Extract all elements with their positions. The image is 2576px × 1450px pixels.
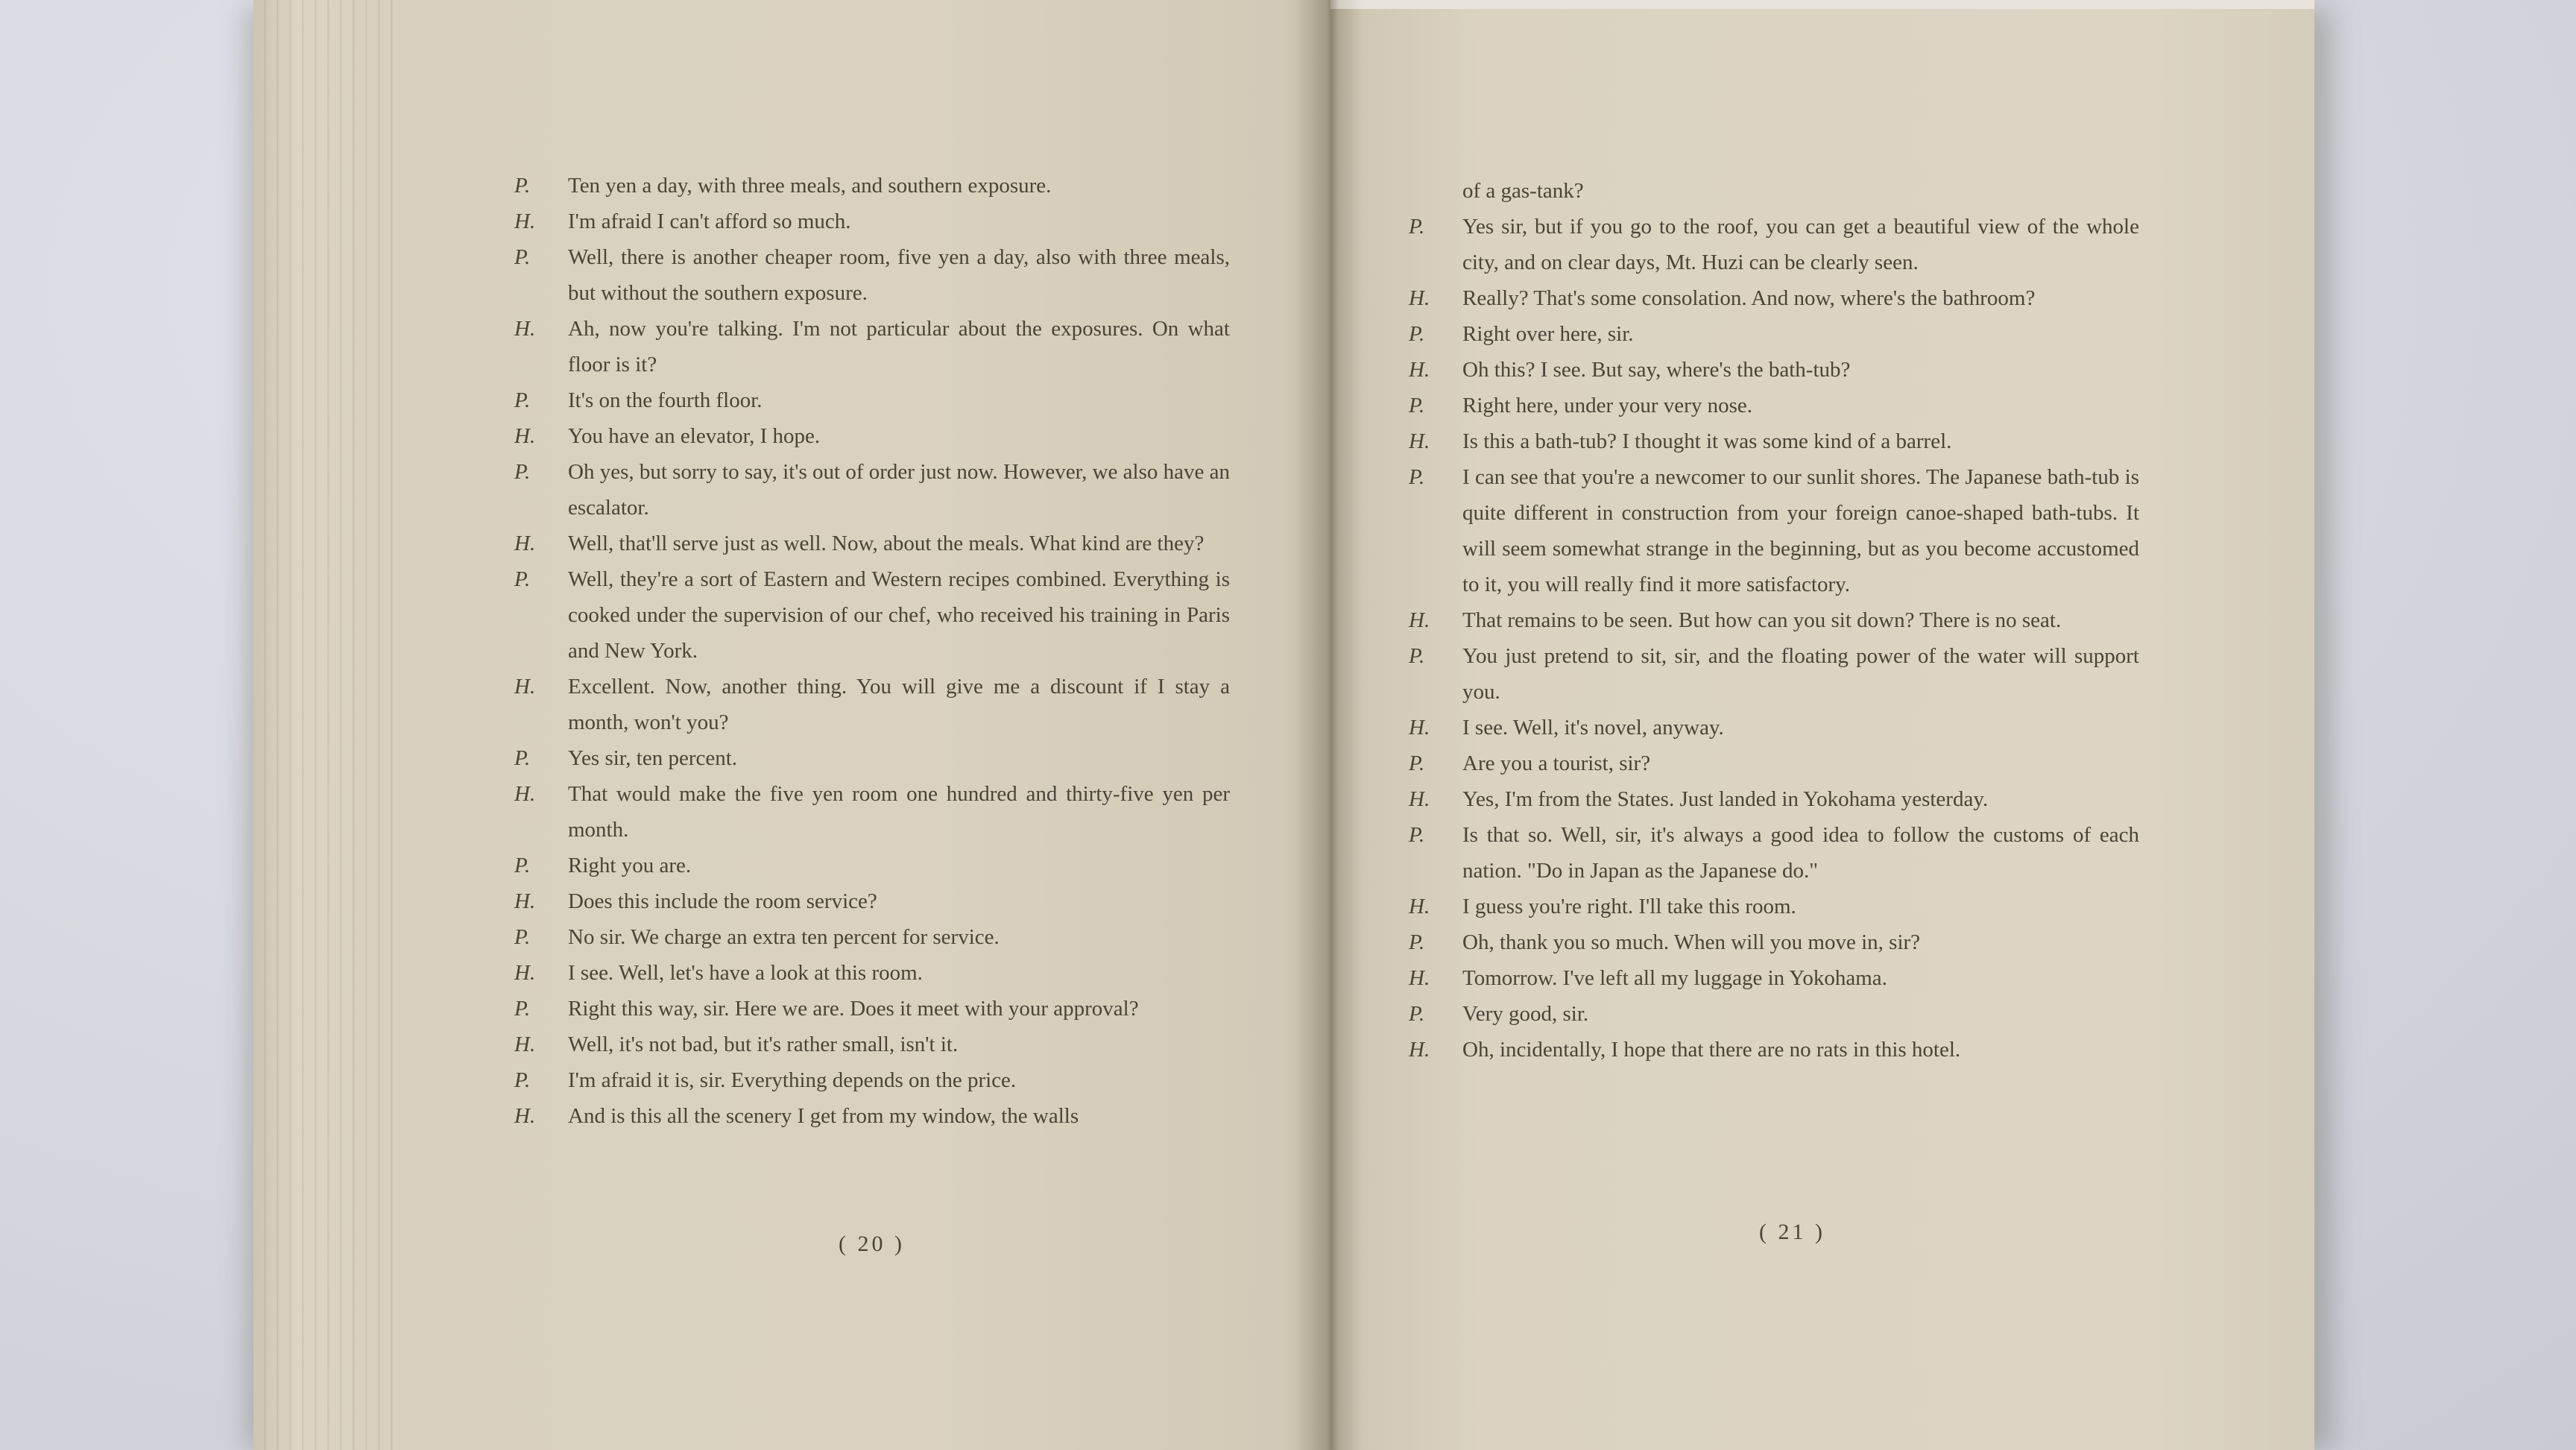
book-gutter [1297, 0, 1364, 1450]
dialogue-line [514, 311, 1230, 382]
dialogue-line [514, 1098, 1230, 1134]
dialogue-line [1409, 889, 2139, 924]
dialogue-text: Well, that'll serve just as well. Now, about the meals. What kind are they? [568, 532, 1205, 555]
continuation-line: of a gas-tank? [1462, 179, 1584, 203]
dialogue-text: Right you are. [568, 854, 692, 877]
dialogue-line [514, 1027, 1230, 1062]
dialogue-line [1409, 316, 2139, 352]
speaker-label: H. [514, 424, 536, 448]
speaker-label: P. [1409, 751, 1425, 775]
speaker-label: H. [1409, 895, 1430, 918]
speaker-label: H. [1409, 358, 1430, 382]
speaker-label: P. [514, 925, 531, 949]
speaker-label: P. [514, 460, 531, 484]
dialogue-text: It's on the fourth floor. [568, 388, 763, 412]
dialogue-line [514, 919, 1230, 955]
speaker-label: P. [1409, 823, 1425, 847]
speaker-label: P. [1409, 215, 1425, 239]
dialogue-text: Does this include the room service? [568, 889, 877, 913]
dialogue-text: Oh, thank you so much. When will you move in, sir? [1462, 930, 1921, 954]
dialogue-text: I can see that you're a newcomer to our sunlit shores. The Japanese bath-tub is quite different in construction from your foreign canoe-shaped bath-tubs. It will seem somewhat strange in the beginning, but as you become accustomed to it, you will really find it more satisfactory. [1462, 465, 2139, 596]
speaker-label: H. [514, 1033, 536, 1056]
dialogue-line [514, 382, 1230, 418]
dialogue-line [1409, 423, 2139, 459]
dialogue-line [1409, 602, 2139, 638]
speaker-label: H. [1409, 716, 1430, 740]
speaker-label: P. [514, 245, 531, 269]
dialogue-text: You just pretend to sit, sir, and the floating power of the water will support you. [1462, 644, 2139, 704]
dialogue-text: Very good, sir. [1462, 1002, 1589, 1026]
speaker-label: P. [1409, 644, 1425, 668]
dialogue-text: Tomorrow. I've left all my luggage in Yokohama. [1462, 966, 1887, 990]
dialogue-text: Is that so. Well, sir, it's always a good idea to follow the customs of each nation. "Do in Japan as the Japanese do." [1462, 823, 2139, 883]
right-page-text [1409, 173, 2139, 1068]
dialogue-line [514, 418, 1230, 454]
dialogue-text: I guess you're right. I'll take this room. [1462, 895, 1796, 918]
speaker-label: H. [1409, 787, 1430, 811]
dialogue-line [1409, 746, 2139, 781]
dialogue-line [1409, 388, 2139, 423]
speaker-label: P. [514, 567, 531, 591]
speaker-label: P. [514, 854, 531, 877]
speaker-label: H. [1409, 286, 1430, 310]
dialogue-text: Ten yen a day, with three meals, and southern exposure. [568, 174, 1052, 198]
dialogue-text: Yes sir, but if you go to the roof, you can get a beautiful view of the whole city, and on clear days, Mt. Huzi can be clearly seen. [1462, 215, 2139, 274]
dialogue-text: Right this way, sir. Here we are. Does it meet with your approval? [568, 997, 1139, 1021]
dialogue-text: Are you a tourist, sir? [1462, 751, 1651, 775]
dialogue-line [1409, 710, 2139, 746]
speaker-label: P. [1409, 930, 1425, 954]
dialogue-line [514, 776, 1230, 848]
speaker-label: P. [514, 388, 531, 412]
page-edges [253, 0, 402, 1450]
dialogue-line [1409, 209, 2139, 280]
speaker-label: H. [514, 532, 536, 555]
dialogue-line [514, 454, 1230, 526]
dialogue-line [1409, 996, 2139, 1032]
dialogue-line [1409, 817, 2139, 889]
dialogue-text: Well, it's not bad, but it's rather small, isn't it. [568, 1033, 959, 1056]
dialogue-text: I'm afraid it is, sir. Everything depends on the price. [568, 1068, 1017, 1092]
speaker-label: H. [1409, 1038, 1430, 1062]
speaker-label: P. [514, 746, 531, 770]
dialogue-text: Yes sir, ten percent. [568, 746, 738, 770]
dialogue-line [1409, 924, 2139, 960]
dialogue-line [514, 669, 1230, 740]
speaker-label: H. [1409, 429, 1430, 453]
speaker-label: H. [514, 1104, 536, 1128]
dialogue-text: Really? That's some consolation. And now, where's the bathroom? [1462, 286, 2036, 310]
dialogue-line [1409, 960, 2139, 996]
dialogue-text: That remains to be seen. But how can you sit down? There is no seat. [1462, 608, 2062, 632]
dialogue-line [514, 204, 1230, 239]
dialogue-text: I'm afraid I can't afford so much. [568, 209, 851, 233]
dialogue-line [514, 239, 1230, 311]
dialogue-text: Oh yes, but sorry to say, it's out of order just now. However, we also have an escalator. [568, 460, 1230, 520]
dialogue-text: No sir. We charge an extra ten percent for service. [568, 925, 1000, 949]
dialogue-line [514, 883, 1230, 919]
dialogue-line [1409, 638, 2139, 710]
dialogue-line [514, 1062, 1230, 1098]
dialogue-line [514, 848, 1230, 883]
dialogue-line [1409, 280, 2139, 316]
speaker-label: H. [1409, 608, 1430, 632]
right-page-top-edge [1330, 0, 2314, 9]
speaker-label: H. [514, 782, 536, 806]
dialogue-line [1409, 459, 2139, 602]
speaker-label: P. [1409, 465, 1425, 489]
dialogue-line [514, 740, 1230, 776]
page-number-right: ( 21 ) [1759, 1220, 1825, 1244]
dialogue-text: Oh this? I see. But say, where's the bath-tub? [1462, 358, 1851, 382]
dialogue-text: You have an elevator, I hope. [568, 424, 821, 448]
speaker-label: H. [1409, 966, 1430, 990]
dialogue-text: Well, there is another cheaper room, five yen a day, also with three meals, but without the southern exposure. [568, 245, 1230, 305]
dialogue-text: Right over here, sir. [1462, 322, 1634, 346]
dialogue-text: Excellent. Now, another thing. You will give me a discount if I stay a month, won't you? [568, 675, 1230, 734]
dialogue-line [514, 955, 1230, 991]
dialogue-text: I see. Well, it's novel, anyway. [1462, 716, 1724, 740]
dialogue-text: Is this a bath-tub? I thought it was some kind of a barrel. [1462, 429, 1952, 453]
speaker-label: H. [514, 317, 536, 341]
dialogue-line [1409, 352, 2139, 388]
dialogue-text: And is this all the scenery I get from my window, the walls [568, 1104, 1079, 1128]
speaker-label: P. [514, 174, 531, 198]
speaker-label: P. [514, 1068, 531, 1092]
speaker-label: P. [1409, 1002, 1425, 1026]
dialogue-line [514, 991, 1230, 1027]
dialogue-line [1409, 781, 2139, 817]
dialogue-text: Oh, incidentally, I hope that there are no rats in this hotel. [1462, 1038, 1961, 1062]
left-page-text [514, 168, 1230, 1134]
page-number-left: ( 20 ) [839, 1232, 905, 1256]
dialogue-line [514, 561, 1230, 669]
speaker-label: P. [514, 997, 531, 1021]
speaker-label: P. [1409, 322, 1425, 346]
dialogue-text: Ah, now you're talking. I'm not particular about the exposures. On what floor is it? [568, 317, 1230, 376]
dialogue-text: Yes, I'm from the States. Just landed in Yokohama yesterday. [1462, 787, 1989, 811]
dialogue-line [1409, 1032, 2139, 1068]
speaker-label: P. [1409, 394, 1425, 417]
dialogue-line [514, 526, 1230, 561]
dialogue-text: That would make the five yen room one hundred and thirty-five yen per month. [568, 782, 1230, 842]
dialogue-text: I see. Well, let's have a look at this room. [568, 961, 923, 985]
speaker-label: H. [514, 209, 536, 233]
speaker-label: H. [514, 889, 536, 913]
speaker-label: H. [514, 675, 536, 699]
dialogue-text: Well, they're a sort of Eastern and Western recipes combined. Everything is cooked under the supervision of our chef, who received his training in Paris and New York. [568, 567, 1230, 663]
speaker-label: H. [514, 961, 536, 985]
dialogue-text: Right here, under your very nose. [1462, 394, 1752, 417]
dialogue-line [514, 168, 1230, 204]
